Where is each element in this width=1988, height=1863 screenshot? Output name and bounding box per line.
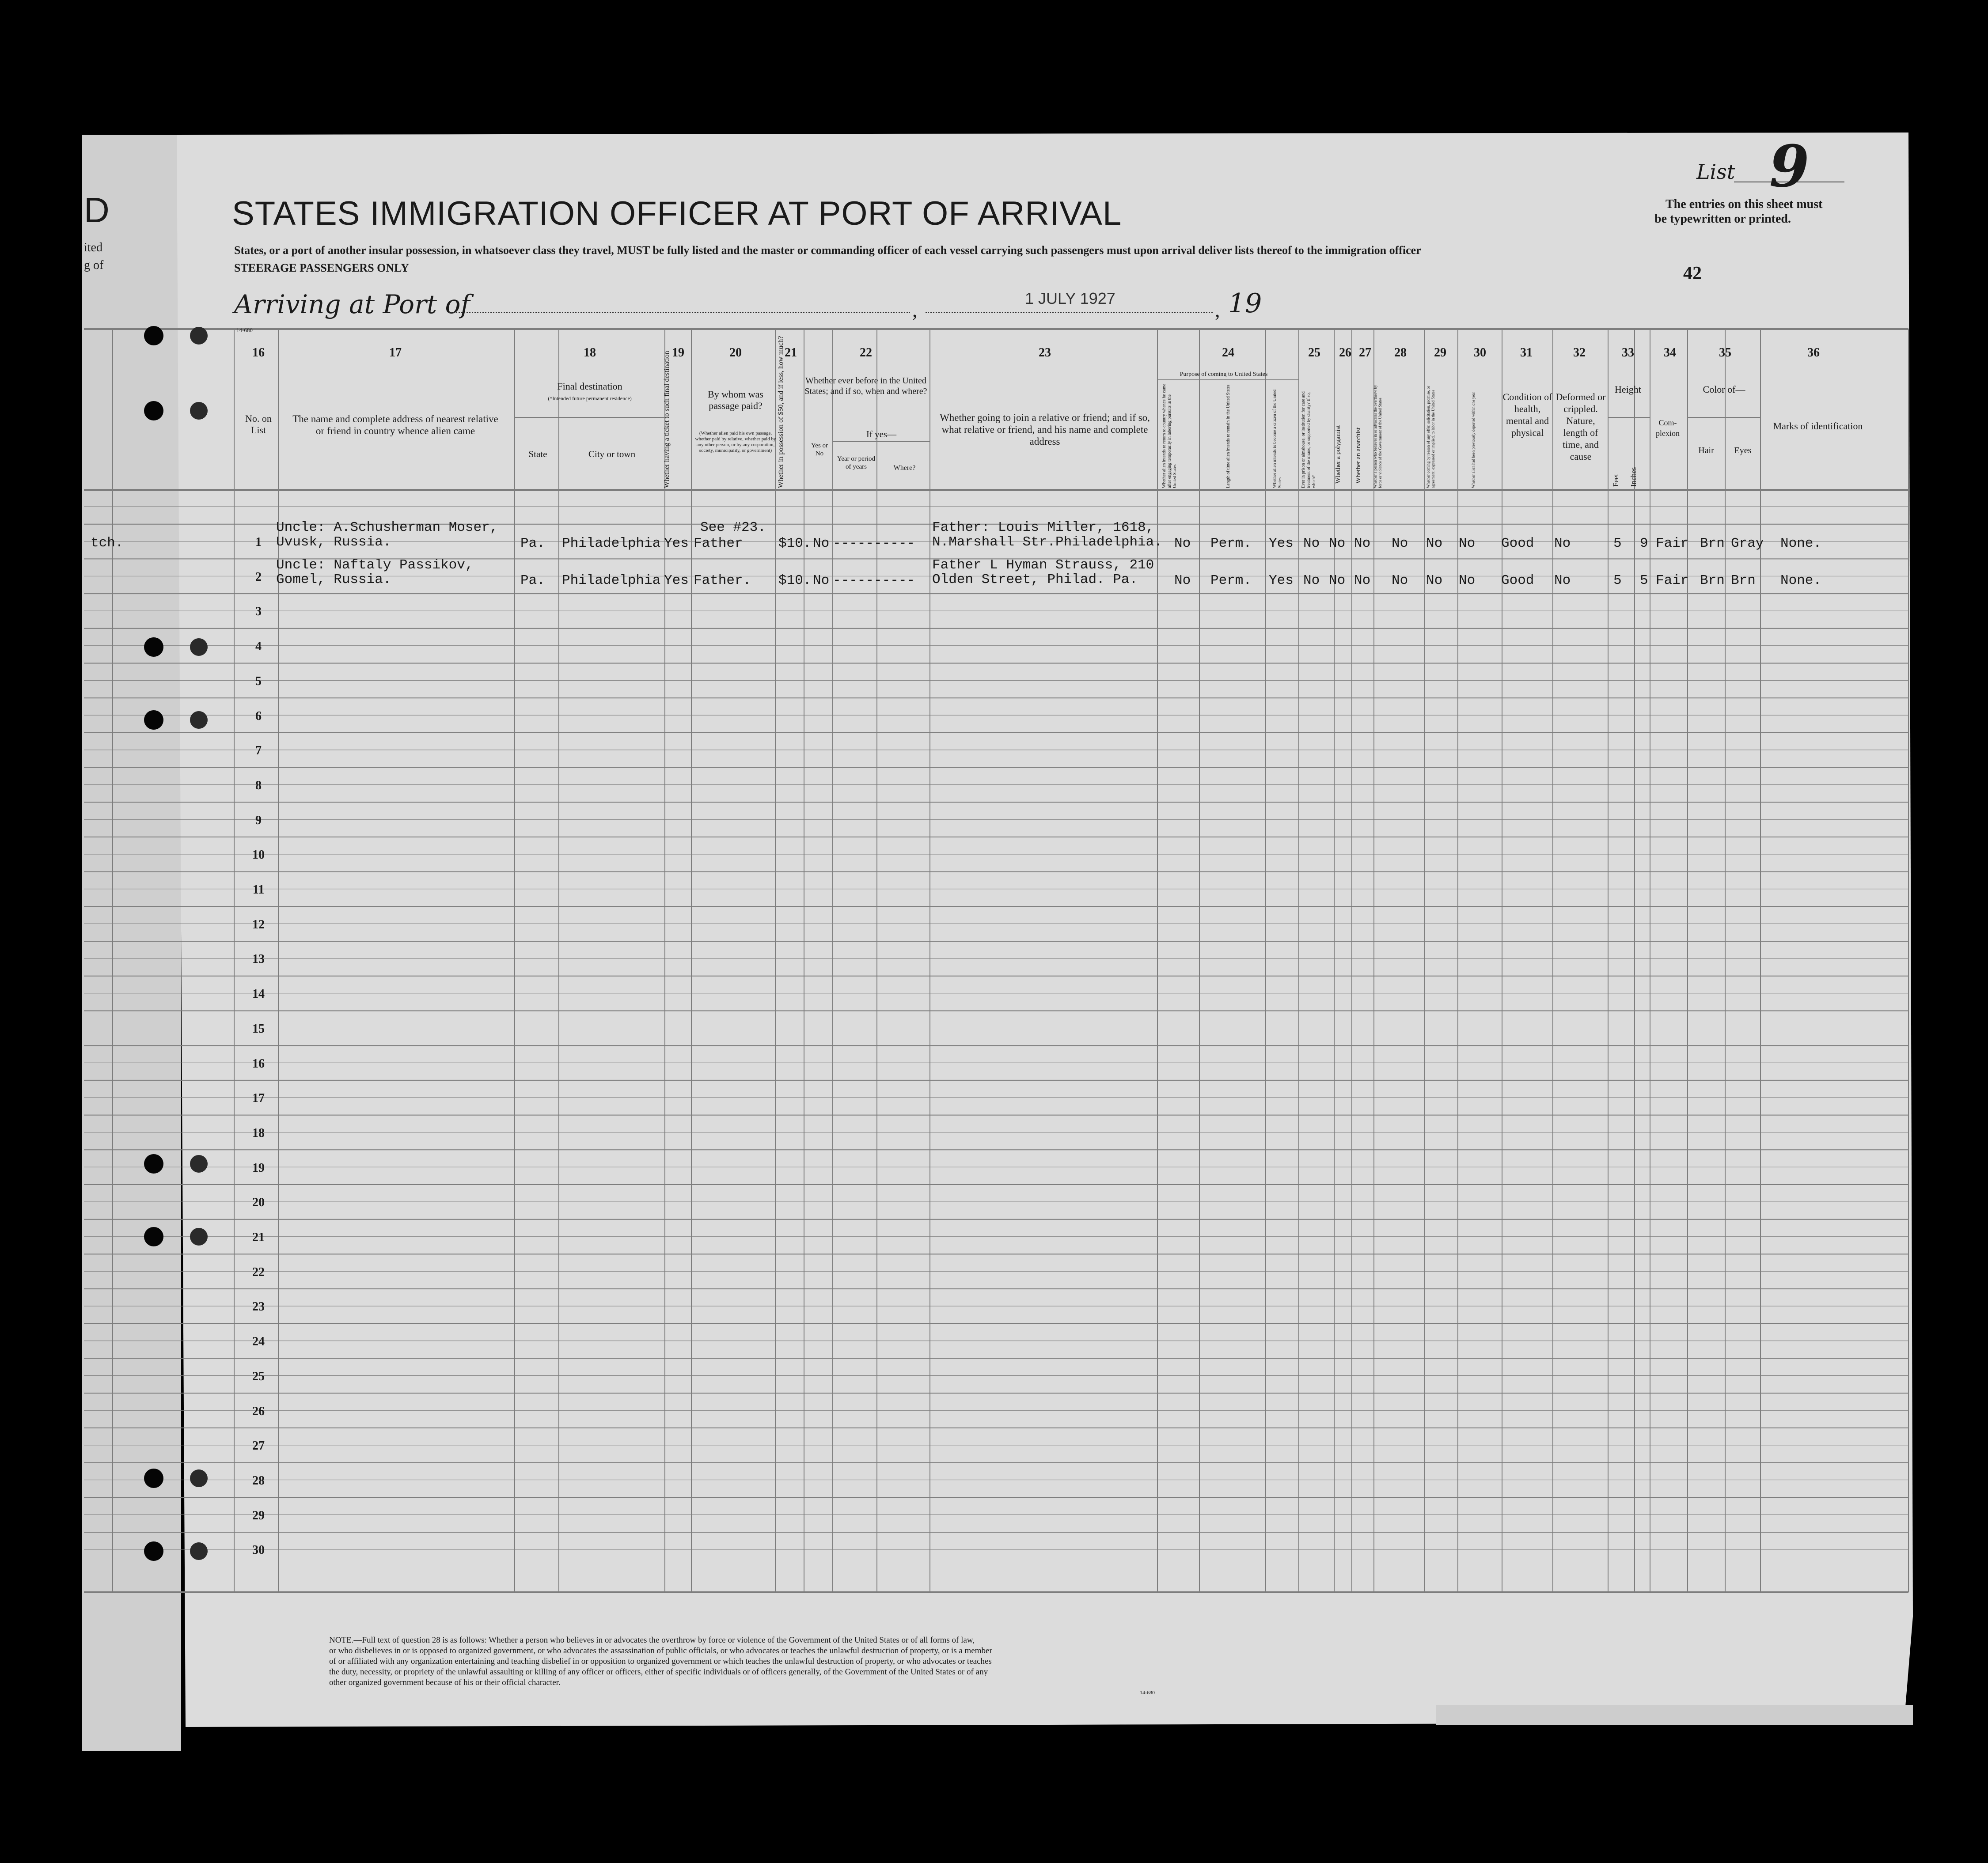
row-number: 14 [252, 987, 265, 1001]
col-26-number: 26 [1339, 346, 1351, 360]
col-32-number: 32 [1573, 346, 1586, 360]
relative-line1: Uncle: Naftaly Passikov, [276, 557, 474, 573]
eye-color: Brn [1731, 573, 1756, 588]
col-23-label: Whether going to join a relative or friend; and if so, what relative or friend, and his name and complete address [940, 412, 1150, 447]
health: Good [1501, 536, 1534, 551]
col-30-label: Whether alien had been previously deported within one year [1471, 392, 1476, 488]
col-22-if-yes: If yes— [866, 429, 897, 439]
punch-hole [190, 1542, 208, 1560]
col-18-state: State [528, 449, 547, 459]
left-fragment-line2: g of [84, 258, 104, 272]
col-21-label: Whether in possession of $50, and if less, how much? [777, 336, 785, 488]
row-number: 16 [252, 1056, 265, 1071]
col-29-number: 29 [1434, 346, 1446, 360]
punch-hole [144, 1541, 163, 1561]
col-23-number: 23 [1039, 346, 1051, 360]
row-number: 12 [252, 917, 265, 932]
money: $10. [778, 536, 812, 551]
col-22-number: 22 [860, 346, 872, 360]
punch-hole [190, 711, 208, 729]
form-title: STATES IMMIGRATION OFFICER AT PORT OF ARRIVAL [232, 195, 1122, 232]
col-19-number: 19 [672, 346, 684, 360]
row-number: 3 [255, 605, 262, 619]
row-number: 8 [255, 778, 262, 792]
footer-note-3: of or affiliated with any organization entertaining and teaching disbelief in or opposition to organized government or which teaches the unlawful destruction of property, or who advocates or teaches [329, 1657, 992, 1666]
row-number: 11 [252, 883, 265, 897]
polygamist: No [1329, 536, 1346, 551]
deformed: No [1554, 536, 1571, 551]
hair-color: Brn [1700, 573, 1725, 588]
citizen-intent: Yes [1269, 536, 1294, 551]
col-32-label: Deformed or crippled. Nature, length of time, and cause [1555, 391, 1606, 462]
join-line1: Father: Louis Miller, 1618, [932, 520, 1154, 535]
deported: No [1459, 536, 1476, 551]
col-18-city: City or town [588, 449, 636, 459]
row-number: 22 [252, 1265, 265, 1279]
footer-note-4: the duty, necessity, or propriety of the unlawful assaulting or killing of any officer or officers, either of specific individuals or of officers generally, of the Government of the United States or of any [329, 1667, 988, 1677]
return-intent: No [1174, 573, 1191, 588]
punch-hole [144, 1154, 163, 1174]
money: $10. [778, 573, 812, 588]
row-number: 27 [252, 1439, 265, 1453]
col-35-eyes: Eyes [1734, 446, 1752, 455]
row-number: 25 [252, 1369, 265, 1383]
punch-hole [190, 1155, 208, 1173]
date-stamp: 1 JULY 1927 [1025, 289, 1115, 307]
col-33-feet: Feet [1612, 473, 1620, 487]
eye-color: Gray [1731, 536, 1764, 551]
punch-hole [190, 1228, 208, 1246]
relative-line2: Gomel, Russia. [276, 572, 391, 587]
destination-city: Philadelphia [562, 536, 661, 551]
return-intent: No [1174, 536, 1191, 551]
col-33-number: 33 [1622, 346, 1634, 360]
col-18-sub: (*Intended future permanent residence) [548, 395, 632, 401]
typewritten-note-1: The entries on this sheet must [1666, 197, 1823, 211]
overthrow: No [1392, 573, 1408, 588]
col-33-inches: Inches [1629, 467, 1638, 487]
paid-by: Father. [694, 573, 751, 588]
col-16-number: 16 [252, 346, 265, 360]
col-20-sub: (Whether alien paid his own passage, whether paid by relative, whether paid by any other person, or by any corporation, society, municipality, or government) [695, 431, 776, 453]
marks: None. [1780, 536, 1822, 551]
height-feet: 5 [1613, 536, 1622, 551]
col-29-label: Whether coming by reason of any offer, solicitation, promise, or agreement, expressed or implied, to labor in the United States [1426, 386, 1435, 488]
col-35-number: 35 [1719, 346, 1731, 360]
col-16-label: No. on List [245, 413, 272, 435]
col-17-label: The name and complete address of nearest relative or friend in country whence alien came [292, 413, 498, 436]
col-24-b: Length of time alien intends to remain in the United States [1226, 384, 1231, 488]
col-22-year: Year or period of years [837, 455, 875, 470]
col-24-number: 24 [1222, 346, 1234, 360]
deformed: No [1554, 573, 1571, 588]
comma-sep: , [912, 299, 918, 321]
col-20-label: By whom was passage paid? [708, 389, 763, 411]
dashes: ---------- [833, 573, 915, 588]
row-number: 17 [252, 1091, 265, 1106]
left-fragment-letter: D [84, 190, 110, 230]
col-21-number: 21 [785, 346, 797, 360]
height-inches: 9 [1640, 536, 1648, 551]
labor-contract: No [1426, 573, 1443, 588]
citizen-intent: Yes [1269, 573, 1294, 588]
row-number: 15 [252, 1022, 265, 1036]
col-31-number: 31 [1520, 346, 1533, 360]
join-line2: Olden Street, Philad. Pa. [932, 572, 1138, 587]
left-fragment-line1: ited [84, 241, 102, 254]
destination-state: Pa. [520, 536, 545, 551]
paper-sheet [177, 133, 1913, 1727]
health: Good [1501, 573, 1534, 588]
col-27-label: Whether an anarchist [1355, 427, 1362, 484]
left-page-edge [82, 135, 181, 1751]
labor-contract: No [1426, 536, 1443, 551]
col-24-c: Whether alien intends to become a citizen of the United States [1272, 390, 1282, 488]
col-18-number: 18 [584, 346, 596, 360]
join-line2: N.Marshall Str.Philadelphia. [932, 534, 1162, 550]
polygamist: No [1329, 573, 1346, 588]
footer-note-2: or who disbelieves in or is opposed to organized government, or who advocates the assassination of public officials, or who advocates or teaches the unlawful destruction of property, or is a member [329, 1646, 992, 1655]
row-number: 2 [255, 570, 262, 584]
row-number: 5 [255, 674, 262, 688]
col-17-number: 17 [389, 346, 402, 360]
col-22-yesno: Yes or No [811, 442, 828, 457]
height-feet: 5 [1613, 573, 1622, 588]
col-36-label: Marks of identification [1773, 420, 1863, 432]
col-35-hair: Hair [1698, 446, 1714, 455]
anarchist: No [1354, 536, 1371, 551]
punch-hole [190, 402, 208, 420]
prison: No [1303, 536, 1320, 551]
row-number: 6 [255, 709, 262, 723]
footer-code: 14-680 [1140, 1689, 1155, 1696]
row-number: 30 [252, 1543, 265, 1557]
punch-hole [144, 1469, 163, 1488]
list-number: 9 [1769, 133, 1810, 200]
arriving-label: Arriving at Port of [234, 289, 470, 319]
row-number: 26 [252, 1404, 265, 1418]
col-34-number: 34 [1664, 346, 1676, 360]
row-number: 21 [252, 1231, 265, 1244]
row-number: 4 [255, 640, 262, 654]
hair-color: Brn [1700, 536, 1725, 551]
row-number: 18 [252, 1126, 265, 1140]
row-number: 7 [255, 744, 262, 758]
row-number: 23 [252, 1300, 265, 1314]
col-25-number: 25 [1308, 346, 1320, 360]
length-of-stay: Perm. [1210, 536, 1252, 551]
punch-hole [144, 710, 163, 730]
year-prefix: 19 [1228, 288, 1262, 319]
row-number: 29 [252, 1508, 265, 1522]
comma-sep-2: , [1215, 299, 1220, 321]
punch-hole [144, 1227, 163, 1246]
overthrow: No [1392, 536, 1408, 551]
before-in-us: No [813, 573, 830, 588]
row-number: 19 [252, 1161, 265, 1175]
footer-note-1: NOTE.—Full text of question 28 is as follows: Whether a person who believes in or advocates the overthrow by force or violence of the Government of the United States or of all forms of law, [329, 1636, 975, 1645]
length-of-stay: Perm. [1210, 573, 1252, 588]
anarchist: No [1354, 573, 1371, 588]
col-18-label: Final destination [557, 381, 622, 392]
col-34-label: Com-plexion [1656, 418, 1680, 438]
join-line1: Father L Hyman Strauss, 210 [932, 557, 1154, 573]
punch-hole [144, 326, 163, 345]
complexion: Fair [1656, 536, 1689, 551]
col-24-a: Whether alien intends to return to country whence he came after engaging temporarily in laboring pursuits in the United States [1162, 383, 1177, 488]
col-22-where: Where? [893, 464, 916, 472]
deported: No [1459, 573, 1476, 588]
typewritten-note-2: be typewritten or printed. [1654, 212, 1791, 226]
complexion: Fair [1656, 573, 1689, 588]
col-30-number: 30 [1474, 346, 1486, 360]
col-31-label: Condition of health, mental and physical [1502, 391, 1552, 438]
col-35-label: Color of— [1703, 384, 1745, 395]
destination-city: Philadelphia [562, 573, 661, 588]
form-code-top: 14-680 [236, 327, 253, 333]
punch-hole [144, 637, 163, 657]
col-20-number: 20 [729, 346, 742, 360]
height-inches: 5 [1640, 573, 1648, 588]
destination-state: Pa. [520, 573, 545, 588]
relative-line2: Uvusk, Russia. [276, 534, 391, 550]
marks: None. [1780, 573, 1822, 588]
col-24-label: Purpose of coming to United States [1180, 371, 1268, 378]
col-28-label: Whether a person who believes in or advocates the overthrow by force or violence of the Government of the United States [1373, 385, 1382, 488]
punch-hole [190, 638, 208, 656]
row-number: 20 [252, 1196, 265, 1210]
col-25-label: Ever in prison or almshouse, or institution for care and treatment of the insane, or supported by charity? If so, which? [1301, 391, 1316, 488]
col-26-label: Whether a polygamist [1335, 425, 1342, 484]
dashes: ---------- [833, 536, 915, 551]
list-label: List [1696, 160, 1735, 184]
prison: No [1303, 573, 1320, 588]
port-field [448, 311, 910, 313]
ticket: Yes [664, 573, 689, 588]
ticket: Yes [664, 536, 689, 551]
col-33-label: Height [1615, 384, 1641, 395]
col-19-label: Whether having a ticket to such final destination [663, 351, 671, 488]
row-number: 10 [252, 848, 265, 862]
page-number: 42 [1683, 263, 1702, 284]
paid-by-note: See #23. [700, 520, 766, 535]
row-number: 1 [255, 535, 262, 549]
relative-line1: Uncle: A.Schusherman Moser, [276, 520, 498, 535]
row-number: 28 [252, 1473, 265, 1488]
row-number: 24 [252, 1335, 265, 1349]
col-36-number: 36 [1807, 346, 1820, 360]
punch-hole [190, 1469, 208, 1487]
punch-hole [190, 327, 208, 345]
footer-note-5: other organized government because of his or their official character. [329, 1678, 561, 1687]
col-27-number: 27 [1359, 346, 1371, 360]
col-28-number: 28 [1394, 346, 1407, 360]
punch-hole [144, 401, 163, 420]
row-number: 13 [252, 952, 265, 966]
col-22-label: Whether ever before in the United States; and if so, when and where? [804, 376, 927, 396]
before-in-us: No [813, 536, 830, 551]
date-field [926, 311, 1213, 313]
row-number: 9 [255, 813, 262, 827]
paid-by: Father [694, 536, 743, 551]
form-subtitle: States, or a port of another insular possession, in whatsoever class they travel, MUST be fully listed and the master or commanding officer of each vessel carrying such passengers must upon arrival deliver lists thereof to the immigration officer [234, 244, 1421, 257]
left-fragment-text: tch. [91, 535, 124, 551]
steerage-label: STEERAGE PASSENGERS ONLY [234, 261, 409, 274]
